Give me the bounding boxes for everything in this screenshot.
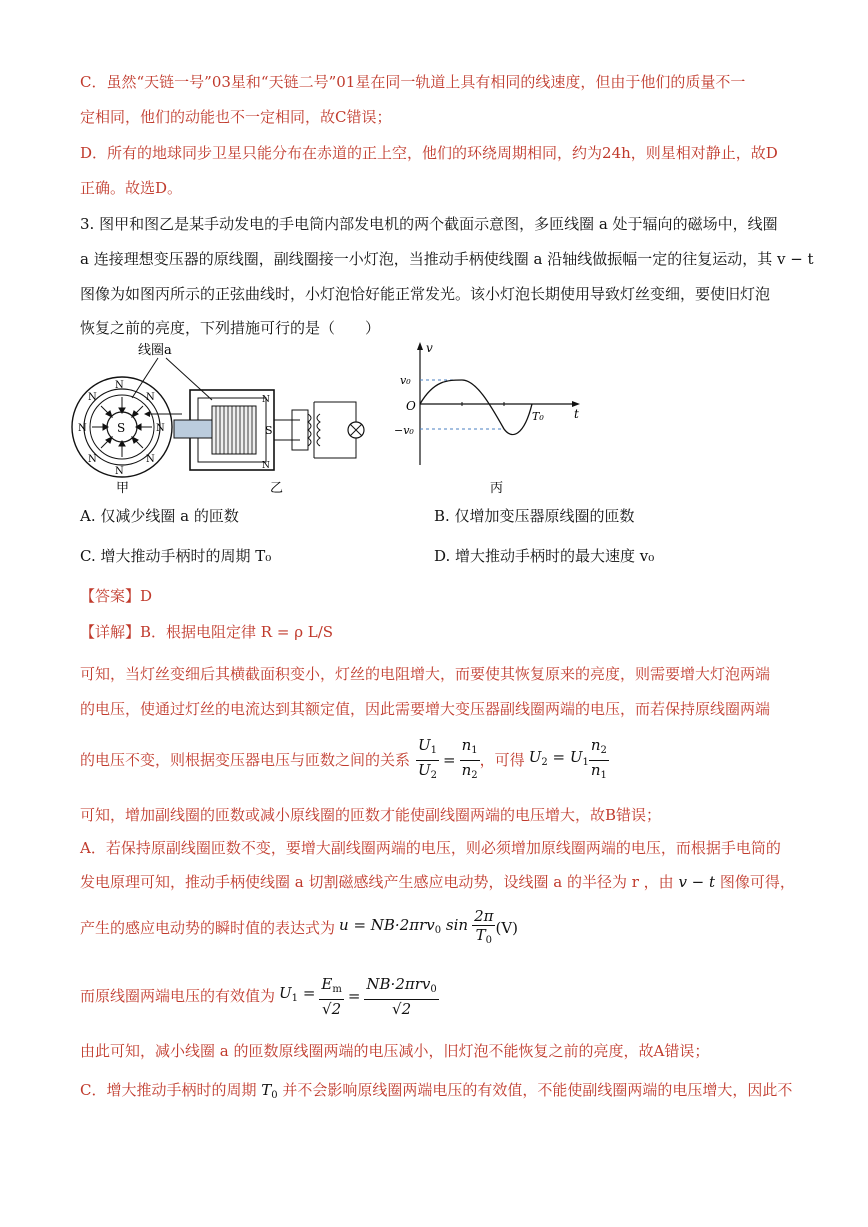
t0-label: T₀: [532, 410, 544, 423]
detail-p7-text: 产生的感应电动势的瞬时值的表达式为: [80, 919, 336, 937]
detail-p10b: 并不会影响原线圈两端电压的有效值，不能使副线圈两端的电压增大，因此不: [282, 1081, 793, 1099]
label-bing: 丙: [490, 481, 504, 496]
jia-n-tl: N: [88, 392, 97, 403]
figure-jia-yi: [70, 340, 400, 500]
yi-s-label: S: [265, 424, 273, 437]
jia-n-bl: N: [88, 454, 97, 465]
detail-p8: 而原线圈两端电压的有效值为 $U_1$ = $\frac{E_m}{√2}$ = $\frac{NB\cdot 2\pi rv_0}{√2}$: [80, 974, 437, 1018]
jia-n-right: N: [156, 423, 165, 434]
detail-p10a: C．增大推动手柄时的周期: [80, 1081, 257, 1099]
detail-p6: 发电原理可知，推动手柄使线圈 a 切割磁感线产生感应电动势，设线圈 a 的半径为 r ，由 v − t 图像可得，: [80, 873, 795, 891]
detail-p3: 的电压不变，则根据变压器电压与匝数之间的关系 $\frac{U_1}{U_2}$ = $\frac{n_1}{n_2}$ ，可得 $U_2 = U_1$ $\frac{n_2}{n_1}$: [80, 742, 609, 778]
detail-p9: 由此可知，减小线圈 a 的匝数原线圈两端的电压减小，旧灯泡不能恢复之前的亮度，故A错误；: [80, 1042, 710, 1060]
detail-p1: 可知，当灯丝变细后其横截面积变小，灯丝的电阻增大，而要使其恢复原来的亮度，则需要增大灯泡两端: [80, 665, 771, 683]
ratio-u: $\frac{U_1}{U_2}$: [418, 735, 438, 781]
origin-label: O: [406, 399, 416, 413]
figure-bing-vt-graph: [390, 340, 590, 500]
jia-n-top: N: [115, 380, 124, 391]
option-b: B. 仅增加变压器原线圈的匝数: [434, 507, 635, 525]
prev-option-d-line2: 正确。故选D。: [80, 179, 183, 197]
detail-p4: 可知，增加副线圈的匝数或减小原线圈的匝数才能使副线圈两端的电压增大，故B错误；: [80, 806, 662, 824]
question-line3: 图像为如图丙所示的正弦曲线时，小灯泡恰好能正常发光。该小灯泡长期使用导致灯丝变细，要使旧灯泡: [80, 285, 771, 303]
yi-n-bottom: N: [262, 461, 270, 471]
detail-p6a: 发电原理可知，推动手柄使线圈 a 切割磁感线产生感应电动势，设线圈 a 的半径为 r ，由: [80, 873, 674, 891]
label-yi: 乙: [270, 481, 284, 496]
yi-n-top: N: [262, 395, 270, 405]
detail-head: 【详解】B．根据电阻定律 R = ρ L/S: [80, 623, 334, 641]
option-c: C. 增大推动手柄时的周期 T₀: [80, 547, 272, 565]
option-a: A. 仅减少线圈 a 的匝数: [80, 507, 239, 525]
detail-p2: 的电压，使通过灯丝的电流达到其额定值，因此需要增大变压器副线圈两端的电压，而若保持原线圈两端: [80, 700, 771, 718]
jia-n-bottom: N: [115, 466, 124, 477]
detail-p8-text: 而原线圈两端电压的有效值为: [80, 987, 276, 1005]
detail-p7: 产生的感应电动势的瞬时值的表达式为 u = NB·2πrv$_0$ sin $\frac{2\pi}{T_0}$ (V): [80, 906, 519, 946]
coil-label: 线圈a: [138, 343, 172, 358]
question-line1: 3. 图甲和图乙是某手动发电的手电筒内部发电机的两个截面示意图，多匝线圈 a 处于辐向的磁场中，线圈: [80, 215, 778, 233]
option-d: D. 增大推动手柄时的最大速度 v₀: [434, 547, 655, 565]
detail-p10: C．增大推动手柄时的周期 $T_0$ 并不会影响原线圈两端电压的有效值，不能使副线圈两端的电压增大，因此不: [80, 1081, 793, 1101]
question-line2: a 连接理想变压器的原线圈，副线圈接一小灯泡，当推动手柄使线圈 a 沿轴线做振幅一定的往复运动，其 v − t: [80, 250, 814, 268]
detail-p6b: 图像可得，: [719, 873, 795, 891]
formula-u2: $\frac{n_2}{n_1}$: [590, 735, 607, 781]
prev-option-d-line1: D．所有的地球同步卫星只能分布在赤道的正上空，他们的环绕周期相同，约为24h，则星相对静止，故D: [80, 144, 778, 162]
prev-option-c-line2: 定相同，他们的动能也不一定相同，故C错误；: [80, 108, 392, 126]
jia-n-left: N: [78, 423, 87, 434]
detail-p5: A．若保持原副线圈匝数不变，要增大副线圈两端的电压，则必须增加原线圈两端的电压，而根据手电筒的: [80, 839, 781, 857]
prev-option-c-line1: C．虽然“天链一号”03星和“天链二号”01星在同一轨道上具有相同的线速度，但由于他们的质量不一: [80, 73, 746, 91]
neg-v0-label: −v₀: [394, 424, 414, 437]
axis-t: t: [574, 407, 579, 421]
v0-label: v₀: [400, 374, 411, 387]
axis-v: v: [426, 341, 433, 355]
question-line4: 恢复之前的亮度，下列措施可行的是（ ）: [80, 319, 381, 337]
answer: 【答案】D: [80, 587, 153, 605]
jia-s-label: S: [117, 421, 126, 435]
label-jia: 甲: [116, 481, 130, 496]
detail-p3b: ，可得: [479, 751, 525, 769]
ratio-n: $\frac{n_1}{n_2}$: [461, 735, 478, 781]
jia-n-tr: N: [146, 392, 155, 403]
jia-n-br: N: [146, 454, 155, 465]
detail-p3a: 的电压不变，则根据变压器电压与匝数之间的关系: [80, 751, 411, 769]
